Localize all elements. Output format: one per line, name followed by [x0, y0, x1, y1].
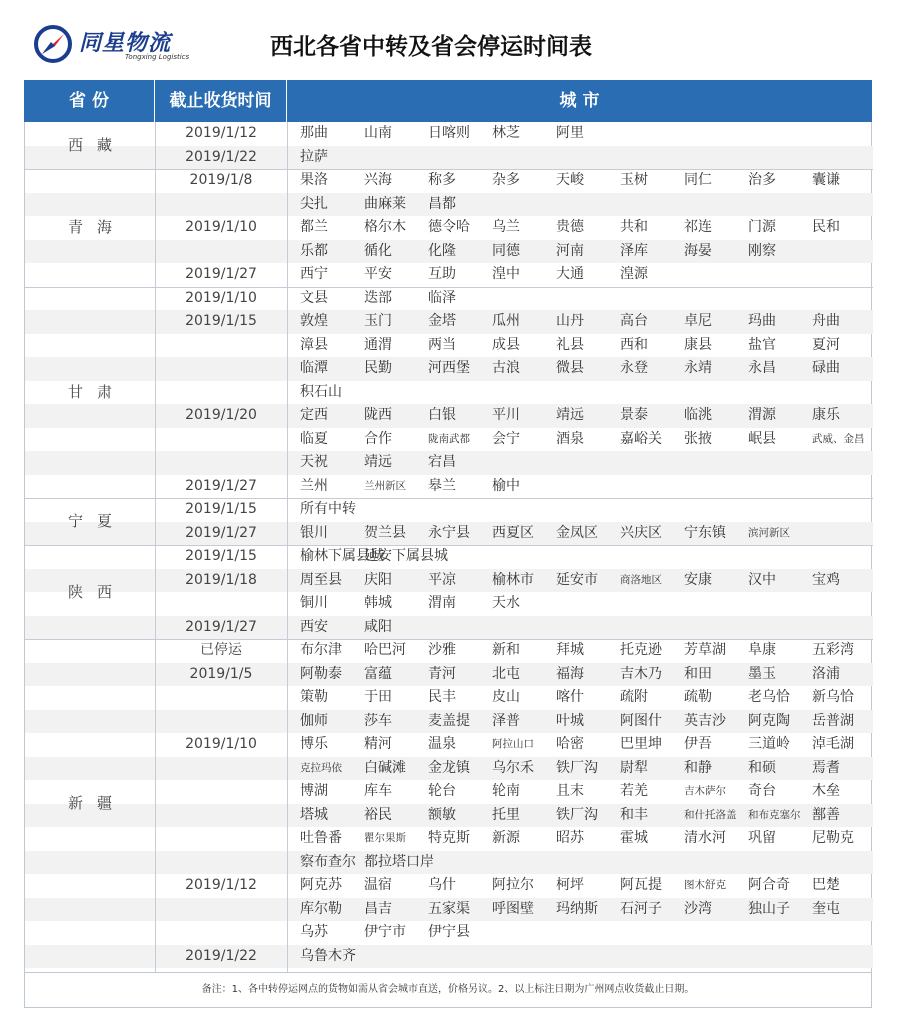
city-name: 和静: [684, 759, 712, 776]
group-divider: [25, 545, 873, 546]
city-name: 淖毛湖: [812, 736, 854, 752]
city-name: 榆中: [492, 477, 520, 494]
city-name: 皋兰: [428, 477, 456, 494]
city-name: 西夏区: [492, 524, 534, 541]
city-name: 玉树: [620, 172, 648, 188]
column-divider: [287, 122, 288, 972]
city-name: 乌苏: [300, 924, 328, 940]
city-name: 额敏: [428, 806, 456, 823]
city-name: 榆林市: [492, 571, 534, 588]
province-name: 新疆: [67, 794, 126, 812]
city-name: 阜康: [748, 642, 776, 658]
city-name: 麦盖提: [428, 712, 470, 729]
city-name: 西安: [300, 618, 328, 635]
city-name: 酒泉: [556, 430, 584, 447]
city-name: 尖扎: [300, 195, 328, 212]
city-name: 白银: [428, 407, 456, 423]
city-name: 迭部: [364, 289, 392, 306]
cutoff-date: 2019/1/27: [185, 477, 257, 494]
city-name: 卓尼: [684, 313, 712, 329]
city-name: 新和: [492, 642, 520, 658]
city-name: 民勤: [364, 360, 392, 376]
city-name: 康县: [684, 336, 712, 353]
city-name: 洛浦: [812, 665, 840, 682]
city-name: 疏附: [620, 689, 648, 705]
city-name: 富蕴: [364, 665, 392, 682]
city-name: 庆阳: [364, 571, 392, 588]
province-name: 甘肃: [67, 382, 126, 401]
city-name: 岷县: [748, 430, 776, 447]
city-name: 治多: [748, 172, 776, 188]
city-name: 阿里: [556, 125, 584, 141]
city-name: 会宁: [492, 430, 520, 447]
city-name: 化隆: [428, 242, 456, 259]
city-name: 独山子: [748, 900, 790, 917]
logo-subtext: Tongxing Logistics: [125, 53, 190, 61]
city-name: 古浪: [492, 360, 520, 376]
city-name: 临泽: [428, 289, 456, 306]
city-name: 图木舒克: [684, 879, 726, 891]
city-name: 轮南: [492, 783, 520, 799]
city-name: 门源: [748, 219, 776, 235]
city-name: 乌鲁木齐: [300, 947, 356, 964]
city-name: 阿图什: [620, 712, 662, 729]
city-name: 夏河: [812, 336, 840, 353]
city-name: 察布查尔: [300, 853, 356, 870]
city-name: 延安市: [556, 571, 598, 588]
cutoff-date: 2019/1/12: [185, 125, 257, 141]
city-name: 同德: [492, 242, 520, 259]
city-name: 和布克塞尔: [748, 808, 801, 821]
header-province: 省 份: [69, 91, 109, 111]
city-name: 昌吉: [364, 900, 392, 917]
city-name: 文县: [300, 289, 328, 306]
city-name: 永昌: [748, 360, 776, 376]
city-name: 临洮: [684, 407, 712, 423]
city-name: 都兰: [300, 219, 328, 235]
city-name: 玛曲: [748, 313, 776, 329]
province-name: 西藏: [67, 136, 126, 154]
city-name: 巴里坤: [620, 736, 662, 752]
city-name: 阿克苏: [300, 877, 342, 893]
group-divider: [25, 169, 873, 170]
city-name: 瓜州: [492, 313, 520, 329]
city-name: 微县: [556, 360, 584, 376]
city-name: 铜川: [300, 595, 328, 611]
city-name: 托克逊: [620, 642, 662, 658]
city-name: 塔城: [300, 806, 328, 823]
city-name: 高台: [620, 313, 648, 329]
city-name: 渭源: [748, 407, 776, 423]
column-divider: [155, 122, 156, 972]
city-name: 新乌恰: [812, 689, 854, 705]
city-name: 周至县: [300, 571, 342, 588]
city-name: 和田: [684, 665, 712, 682]
city-name: 阿拉山口: [492, 738, 534, 750]
city-name: 大通: [556, 266, 584, 282]
city-name: 伊吾: [684, 736, 712, 752]
city-name: 循化: [364, 242, 392, 259]
city-name: 昌都: [428, 195, 456, 212]
city-name: 布尔津: [300, 642, 342, 658]
city-name: 阿瓦提: [620, 877, 662, 893]
city-name: 和丰: [620, 806, 648, 823]
city-name: 疏勒: [684, 689, 712, 705]
city-name: 玉门: [364, 313, 392, 329]
cutoff-date: 2019/1/12: [185, 877, 257, 893]
group-divider: [25, 287, 873, 288]
city-name: 乌兰: [492, 219, 520, 235]
city-name: 北屯: [492, 665, 520, 682]
city-name: 喀什: [556, 689, 584, 705]
city-name: 韩城: [364, 595, 392, 611]
city-name: 嘉峪关: [620, 430, 662, 447]
group-divider: [25, 639, 873, 640]
city-name: 通渭: [364, 336, 392, 353]
city-name: 德令哈: [428, 219, 470, 235]
city-name: 商洛地区: [620, 573, 662, 586]
cutoff-date: 2019/1/22: [185, 148, 257, 165]
city-name: 景泰: [620, 407, 648, 423]
city-name: 定西: [300, 407, 328, 423]
city-name: 临夏: [300, 430, 328, 447]
city-name: 焉耆: [812, 759, 840, 776]
city-name: 五家渠: [428, 900, 470, 917]
city-name: 林芝: [492, 125, 520, 141]
city-name: 霍城: [620, 830, 648, 846]
city-name: 吉木萨尔: [684, 785, 726, 797]
city-name: 和什托洛盖: [684, 808, 737, 821]
city-name: 托里: [492, 806, 520, 823]
city-name: 互助: [428, 266, 456, 282]
cutoff-date: 2019/1/27: [185, 524, 257, 541]
city-name: 渭南: [428, 595, 456, 611]
city-name: 盐官: [748, 336, 776, 353]
city-name: 积石山: [300, 383, 342, 400]
city-name: 福海: [556, 665, 584, 682]
cutoff-date: 2019/1/15: [185, 548, 257, 564]
city-name: 榆林下属县城: [300, 548, 384, 564]
city-name: 伊宁县: [428, 924, 470, 940]
city-name: 轮台: [428, 783, 456, 799]
city-name: 山丹: [556, 313, 584, 329]
city-name: 沙湾: [684, 900, 712, 917]
city-name: 山南: [364, 125, 392, 141]
city-name: 库尔勒: [300, 900, 342, 917]
city-name: 泽普: [492, 712, 520, 729]
city-name: 哈巴河: [364, 642, 406, 658]
city-name: 宁东镇: [684, 524, 726, 541]
city-name: 兴庆区: [620, 524, 662, 541]
city-name: 乐都: [300, 242, 328, 259]
cutoff-date: 2019/1/18: [185, 571, 257, 588]
city-name: 贵德: [556, 219, 584, 235]
city-name: 伊宁市: [364, 924, 406, 940]
city-name: 英吉沙: [684, 712, 726, 729]
cutoff-date: 2019/1/15: [185, 313, 257, 329]
city-name: 老乌恰: [748, 689, 790, 705]
city-name: 巴楚: [812, 877, 840, 893]
city-name: 青河: [428, 665, 456, 682]
city-name: 且末: [556, 783, 584, 799]
city-name: 阿拉尔: [492, 877, 534, 893]
city-name: 三道岭: [748, 736, 790, 752]
city-name: 果洛: [300, 172, 328, 188]
footer-note: 备注：1、各中转停运网点的货物如需从省会城市直送，价格另议。2、以上标注日期为广州网点收货截止日期。: [24, 972, 872, 1008]
city-name: 靖远: [556, 407, 584, 423]
city-name: 临潭: [300, 360, 328, 376]
city-name: 尉犁: [620, 759, 648, 776]
city-name: 克拉玛依: [300, 761, 342, 774]
city-name: 曲麻莱: [364, 195, 406, 212]
city-name: 若羌: [620, 783, 648, 799]
cutoff-date: 2019/1/27: [185, 266, 257, 282]
city-name: 铁厂沟: [556, 759, 598, 776]
city-name: 日喀则: [428, 125, 470, 141]
city-name: 西宁: [300, 266, 328, 282]
city-name: 两当: [428, 336, 456, 353]
city-name: 舟曲: [812, 313, 840, 329]
city-name: 阿勒泰: [300, 665, 342, 682]
city-name: 泽库: [620, 242, 648, 259]
cutoff-date: 2019/1/8: [189, 172, 253, 188]
city-name: 永登: [620, 360, 648, 376]
city-name: 刚察: [748, 242, 776, 259]
header-cutoff-time: 截止收货时间: [169, 91, 272, 111]
header-cities: 城 市: [559, 91, 600, 111]
city-name: 尼勒克: [812, 830, 854, 846]
city-name: 叶城: [556, 712, 584, 729]
city-name: 柯坪: [556, 877, 584, 893]
page-title: 西北各省中转及省会停运时间表: [270, 34, 592, 60]
table-body: [24, 122, 872, 972]
city-name: 永宁县: [428, 524, 470, 541]
city-name: 滨河新区: [748, 526, 790, 539]
city-name: 称多: [428, 172, 456, 188]
city-name: 兰州新区: [364, 479, 406, 492]
cutoff-date: 2019/1/10: [185, 736, 257, 752]
city-name: 新源: [492, 830, 520, 846]
city-name: 沙雅: [428, 642, 456, 658]
city-name: 奇台: [748, 783, 776, 799]
city-name: 那曲: [300, 125, 328, 141]
city-name: 杂多: [492, 172, 520, 188]
city-name: 乌什: [428, 877, 456, 893]
city-name: 温宿: [364, 877, 392, 893]
city-name: 兴海: [364, 172, 392, 188]
cutoff-date: 2019/1/5: [189, 665, 253, 682]
cutoff-date: 2019/1/27: [185, 618, 257, 635]
city-name: 平川: [492, 407, 520, 423]
city-name: 延安下属县城: [364, 548, 448, 564]
city-name: 囊谦: [812, 172, 840, 188]
city-name: 玛纳斯: [556, 900, 598, 917]
city-name: 漳县: [300, 336, 328, 353]
logo-text: 同星物流: [79, 31, 172, 56]
city-name: 碌曲: [812, 360, 840, 376]
city-name: 和硕: [748, 759, 776, 776]
city-name: 五彩湾: [812, 642, 854, 658]
city-name: 兰州: [300, 477, 328, 494]
cutoff-date: 2019/1/20: [185, 407, 257, 423]
city-name: 吐鲁番: [300, 830, 342, 846]
city-name: 天水: [492, 595, 520, 611]
city-name: 精河: [364, 736, 392, 752]
city-name: 汉中: [748, 571, 776, 588]
city-name: 共和: [620, 219, 648, 235]
province-name: 陕西: [67, 583, 126, 601]
city-name: 白碱滩: [364, 759, 406, 776]
cutoff-date: 2019/1/10: [185, 219, 257, 235]
city-name: 靖远: [364, 454, 392, 470]
city-name: 天峻: [556, 172, 584, 188]
city-name: 海晏: [684, 242, 712, 259]
group-divider: [25, 498, 873, 499]
table-header: [24, 80, 872, 122]
city-name: 金龙镇: [428, 759, 470, 776]
city-name: 所有中转: [300, 501, 356, 517]
city-name: 银川: [300, 524, 328, 541]
city-name: 湟源: [620, 266, 648, 282]
city-name: 安康: [684, 571, 712, 588]
city-name: 于田: [364, 689, 392, 705]
city-name: 呼图壁: [492, 900, 534, 917]
city-name: 博乐: [300, 736, 328, 752]
city-name: 铁厂沟: [556, 806, 598, 823]
city-name: 湟中: [492, 266, 520, 282]
city-name: 温泉: [428, 736, 456, 752]
city-name: 平凉: [428, 571, 456, 588]
city-name: 策勒: [300, 689, 328, 705]
cutoff-date: 2019/1/10: [185, 289, 257, 306]
city-name: 西和: [620, 336, 648, 353]
city-name: 礼县: [556, 336, 584, 353]
city-name: 阿克陶: [748, 712, 790, 729]
city-name: 康乐: [812, 407, 840, 423]
header: [0, 0, 900, 80]
city-name: 伽师: [300, 712, 328, 729]
city-name: 陇南武都: [428, 432, 470, 445]
city-name: 金塔: [428, 313, 456, 329]
city-name: 贺兰县: [364, 524, 406, 541]
city-name: 河西堡: [428, 360, 470, 376]
city-name: 敦煌: [300, 313, 328, 329]
city-name: 石河子: [620, 900, 662, 917]
cutoff-date: 2019/1/15: [185, 501, 257, 517]
city-name: 咸阳: [364, 618, 392, 635]
city-name: 巩留: [748, 830, 776, 846]
city-name: 宝鸡: [812, 571, 840, 588]
cutoff-date: 已停运: [200, 642, 242, 658]
city-name: 裕民: [364, 806, 392, 823]
city-name: 天祝: [300, 454, 328, 470]
city-name: 皮山: [492, 689, 520, 705]
city-name: 金凤区: [556, 524, 598, 541]
city-name: 宕昌: [428, 454, 456, 470]
city-name: 清水河: [684, 830, 726, 846]
city-name: 库车: [364, 783, 392, 799]
city-name: 武威、金昌: [812, 432, 865, 445]
city-name: 奎屯: [812, 900, 840, 917]
city-name: 平安: [364, 266, 392, 282]
city-name: 民和: [812, 219, 840, 235]
city-name: 拜城: [556, 642, 584, 658]
city-name: 张掖: [684, 430, 712, 447]
city-name: 阿合奇: [748, 877, 790, 893]
city-name: 昭苏: [556, 830, 584, 846]
city-name: 祁连: [684, 219, 712, 235]
city-name: 民丰: [428, 689, 456, 705]
city-name: 博湖: [300, 783, 328, 799]
city-name: 同仁: [684, 172, 712, 188]
city-name: 河南: [556, 242, 584, 259]
city-name: 墨玉: [748, 665, 776, 682]
city-name: 都拉塔口岸: [364, 853, 434, 870]
city-name: 岳普湖: [812, 712, 854, 729]
company-logo: [33, 24, 193, 64]
city-name: 永靖: [684, 360, 712, 376]
city-name: 芳草湖: [684, 642, 726, 658]
city-name: 瞿尔果斯: [364, 832, 406, 844]
logo-compass-icon: [33, 24, 73, 64]
province-name: 宁夏: [67, 512, 126, 530]
city-name: 特克斯: [428, 830, 470, 846]
city-name: 吉木乃: [620, 665, 662, 682]
city-name: 鄯善: [812, 806, 840, 823]
city-name: 陇西: [364, 407, 392, 423]
city-name: 拉萨: [300, 148, 328, 165]
cutoff-date: 2019/1/22: [185, 947, 257, 964]
city-name: 哈密: [556, 736, 584, 752]
city-name: 乌尔禾: [492, 759, 534, 776]
city-name: 格尔木: [364, 219, 406, 235]
city-name: 莎车: [364, 712, 392, 729]
city-name: 合作: [364, 430, 392, 447]
city-name: 成县: [492, 336, 520, 353]
province-name: 青海: [67, 218, 126, 236]
schedule-table: [24, 80, 872, 972]
city-name: 木垒: [812, 783, 840, 799]
